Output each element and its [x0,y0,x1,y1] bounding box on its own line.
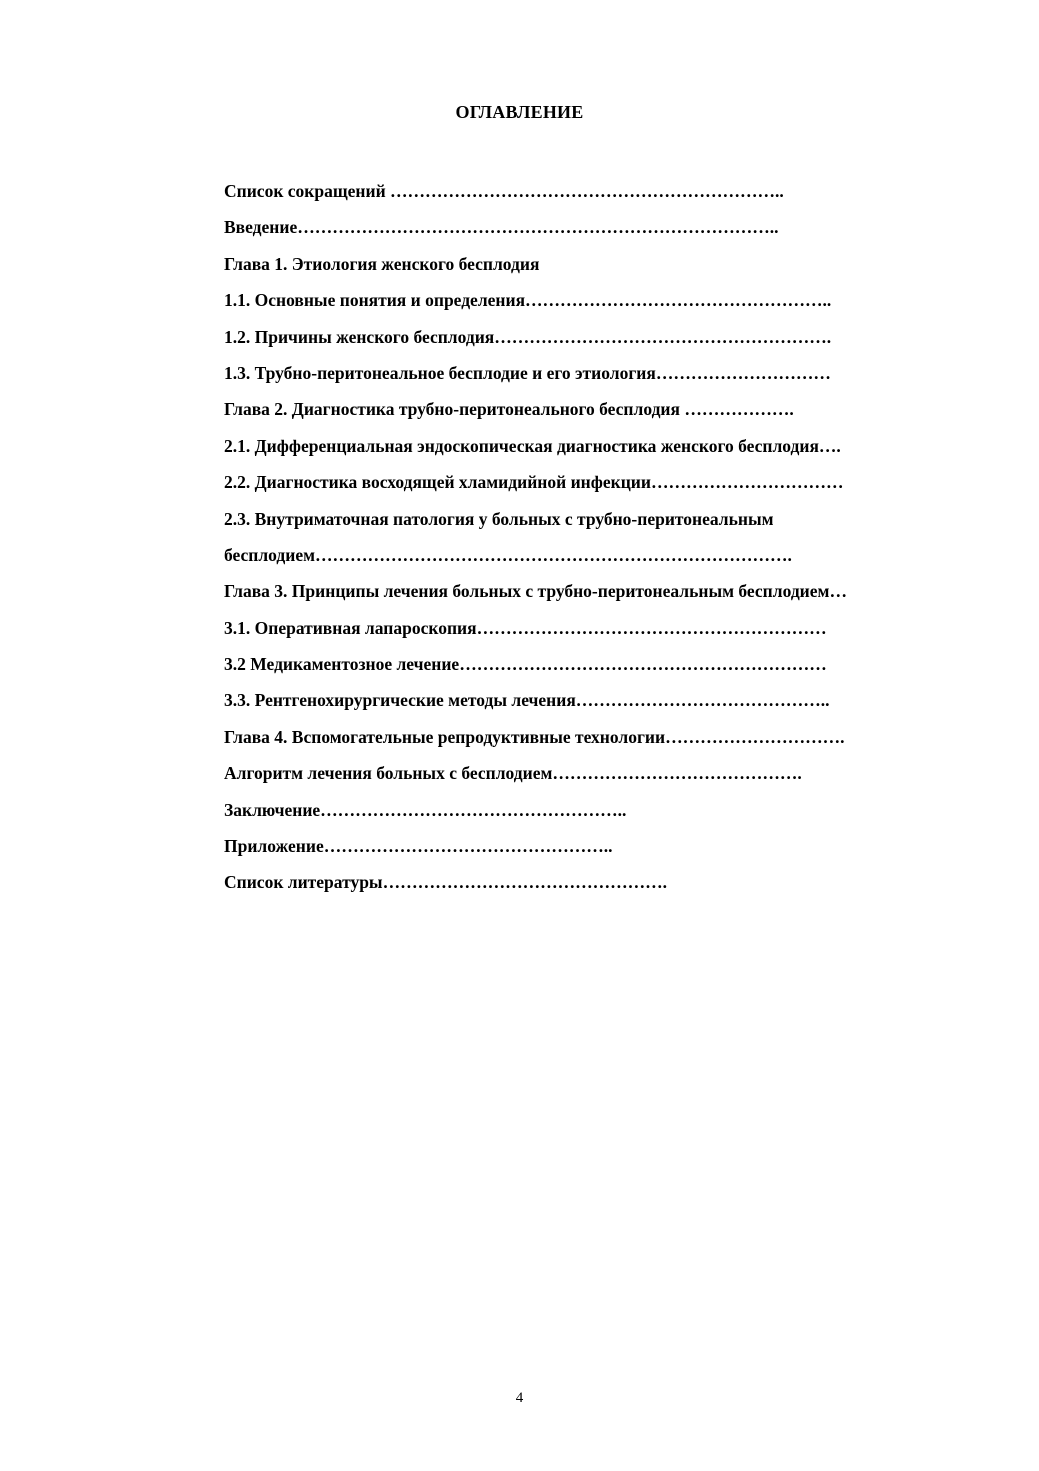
toc-entry-conclusion: Заключение…………………………………………….. [224,799,627,820]
toc-entry-section-1-1: 1.1. Основные понятия и определения…………………………………………….. [224,290,832,311]
toc-entry-section-1-3: 1.3. Трубно-перитонеальное бесплодие и его этиология………………………… [224,362,831,383]
toc-entry-appendix: Приложение………………………………………….. [224,836,613,857]
toc-entry-chapter-4: Глава 4. Вспомогательные репродуктивные технологии…………………………. [224,726,845,747]
toc-entry-section-2-3-continued: бесплодием………………………………………………………………………. [224,544,792,565]
toc-entry-section-2-1: 2.1. Дифференциальная эндоскопическая диагностика женского бесплодия…. [224,435,841,456]
toc-entry-algorithm: Алгоритм лечения больных с бесплодием……………………………………. [224,763,802,784]
toc-entry-section-1-2: 1.2. Причины женского бесплодия…………………………………………………. [224,326,832,347]
toc-entry-chapter-1: Глава 1. Этиология женского бесплодия [224,253,540,274]
page-number: 4 [515,1390,524,1406]
table-of-contents [224,173,994,901]
toc-entry-chapter-3: Глава 3. Принципы лечения больных с трубно-перитонеальным бесплодием… [224,581,847,602]
toc-entry-abbreviations: Список сокращений ………………………………………………………….. [224,181,784,201]
toc-entry-chapter-2: Глава 2. Диагностика трубно-перитонеального бесплодия ………………. [224,399,794,420]
toc-entry-section-3-1: 3.1. Оперативная лапароскопия…………………………………………………… [224,617,827,638]
page-title: ОГЛАВЛЕНИЕ [455,102,584,122]
toc-entry-section-3-2: 3.2 Медикаментозное лечение……………………………………………………… [224,654,827,675]
toc-entry-section-2-2: 2.2. Диагностика восходящей хламидийной инфекции…………………………… [224,472,844,493]
toc-entry-introduction: Введение……………………………………………………………………….. [224,217,779,238]
toc-entry-section-2-3: 2.3. Внутриматочная патология у больных с трубно-перитонеальным [224,508,774,529]
toc-entry-references: Список литературы…………………………………………. [224,872,667,893]
toc-entry-section-3-3: 3.3. Рентгенохирургические методы лечения…………………………………….. [224,690,830,711]
